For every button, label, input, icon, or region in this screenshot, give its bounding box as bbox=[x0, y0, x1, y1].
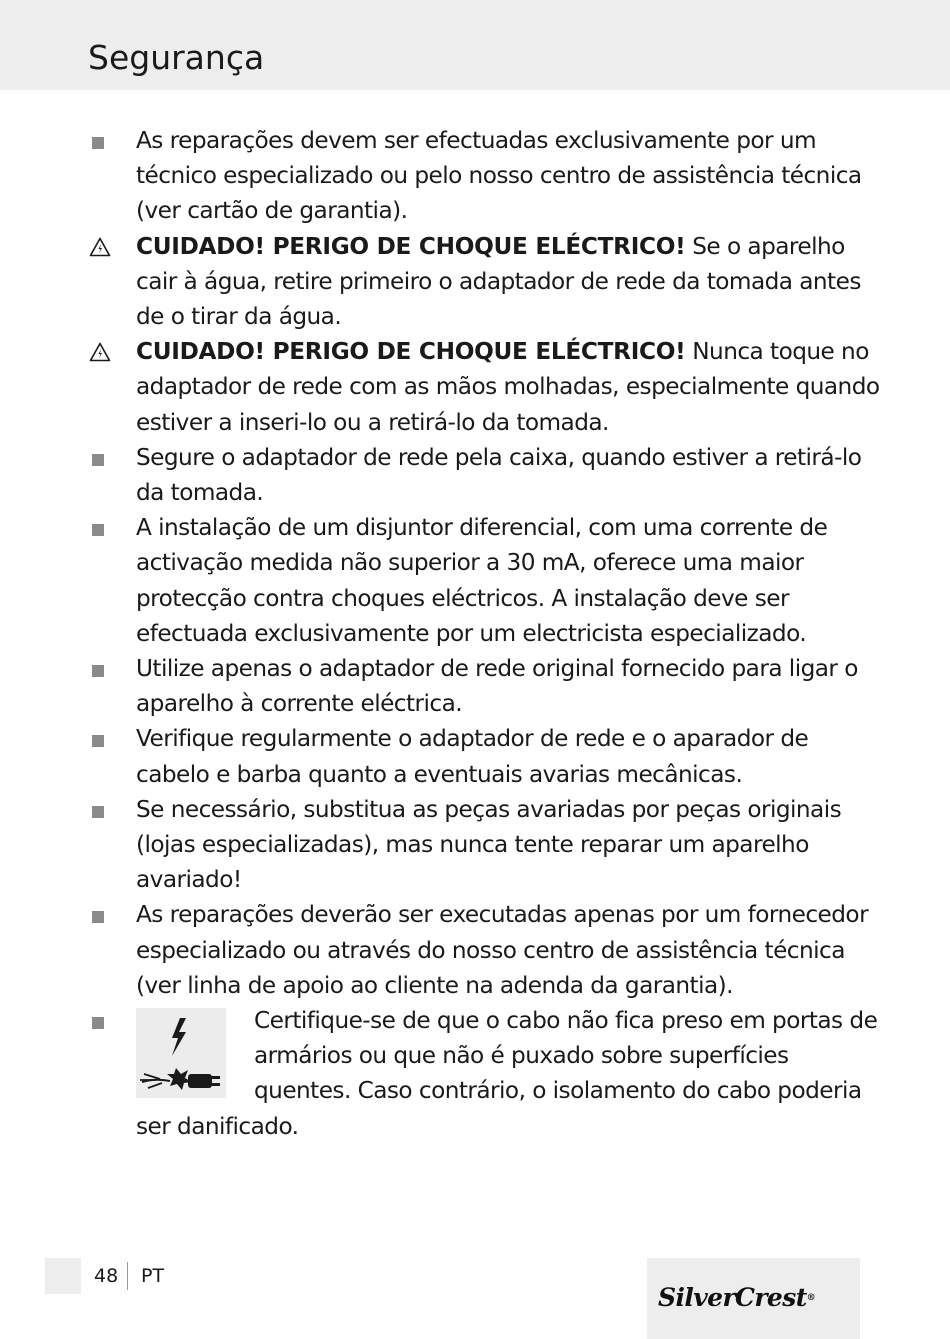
bullet-square-icon bbox=[89, 792, 109, 827]
list-item: Certifique-se de que o cabo não fica preso em portas de armários ou que não é puxado sobre superfícies quentes. Caso contrário, o isolamento do cabo poderia ser danificado. bbox=[0, 1003, 950, 1144]
page-header bbox=[0, 0, 950, 90]
list-item: Se necessário, substitua as peças avariadas por peças originais (lojas especializadas), mas nunca tente reparar um aparelho avariado! bbox=[0, 792, 950, 898]
bullet-square-icon bbox=[89, 721, 109, 756]
footer-divider bbox=[127, 1262, 128, 1290]
brand-logo: SilverCrest® bbox=[658, 1283, 816, 1312]
warning-item: CUIDADO! PERIGO DE CHOQUE ELÉCTRICO! Nunca toque no adaptador de rede com as mãos molhadas, especialmente quando estiver a inseri-lo ou a retirá-lo da tomada. bbox=[0, 334, 950, 440]
bullet-square-icon bbox=[89, 123, 109, 158]
bullet-square-icon bbox=[89, 440, 109, 475]
bullet-square-icon bbox=[89, 510, 109, 545]
warning-item: CUIDADO! PERIGO DE CHOQUE ELÉCTRICO! Se o aparelho cair à água, retire primeiro o adaptador de rede da tomada antes de o tirar da água. bbox=[0, 229, 950, 335]
warning-triangle-icon bbox=[89, 229, 109, 264]
bullet-square-icon bbox=[89, 897, 109, 932]
page-number: 48 bbox=[94, 1265, 119, 1287]
warning-label: CUIDADO! PERIGO DE CHOQUE ELÉCTRICO! bbox=[136, 232, 686, 260]
damaged-cable-icon bbox=[136, 1008, 226, 1098]
warning-label: CUIDADO! PERIGO DE CHOQUE ELÉCTRICO! bbox=[136, 338, 686, 366]
warning-triangle-icon bbox=[89, 334, 109, 369]
list-item: Segure o adaptador de rede pela caixa, quando estiver a retirá-lo da tomada. bbox=[0, 440, 950, 510]
list-item: A instalação de um disjuntor diferencial, com uma corrente de activação medida não superior a 30 mA, oferece uma maior protecção contra choques eléctricos. A instalação deve ser efectuada exclusivamente por um electricista especializado. bbox=[0, 510, 950, 651]
list-item: Verifique regularmente o adaptador de rede e o aparador de cabelo e barba quanto a eventuais avarias mecânicas. bbox=[0, 721, 950, 791]
page-number-box bbox=[45, 1258, 81, 1294]
safety-list bbox=[0, 123, 950, 1144]
list-item: As reparações devem ser efectuadas exclusivamente por um técnico especializado ou pelo nosso centro de assistência técnica (ver cartão de garantia). bbox=[0, 123, 950, 229]
list-item: Utilize apenas o adaptador de rede original fornecido para ligar o aparelho à corrente eléctrica. bbox=[0, 651, 950, 721]
bullet-square-icon bbox=[89, 651, 109, 686]
language-code: PT bbox=[141, 1265, 165, 1287]
bullet-square-icon bbox=[89, 1003, 109, 1038]
page-title: Segurança bbox=[88, 38, 265, 77]
list-item: As reparações deverão ser executadas apenas por um fornecedor especializado ou através do nosso centro de assistência técnica (ver linha de apoio ao cliente na adenda da garantia). bbox=[0, 897, 950, 1003]
